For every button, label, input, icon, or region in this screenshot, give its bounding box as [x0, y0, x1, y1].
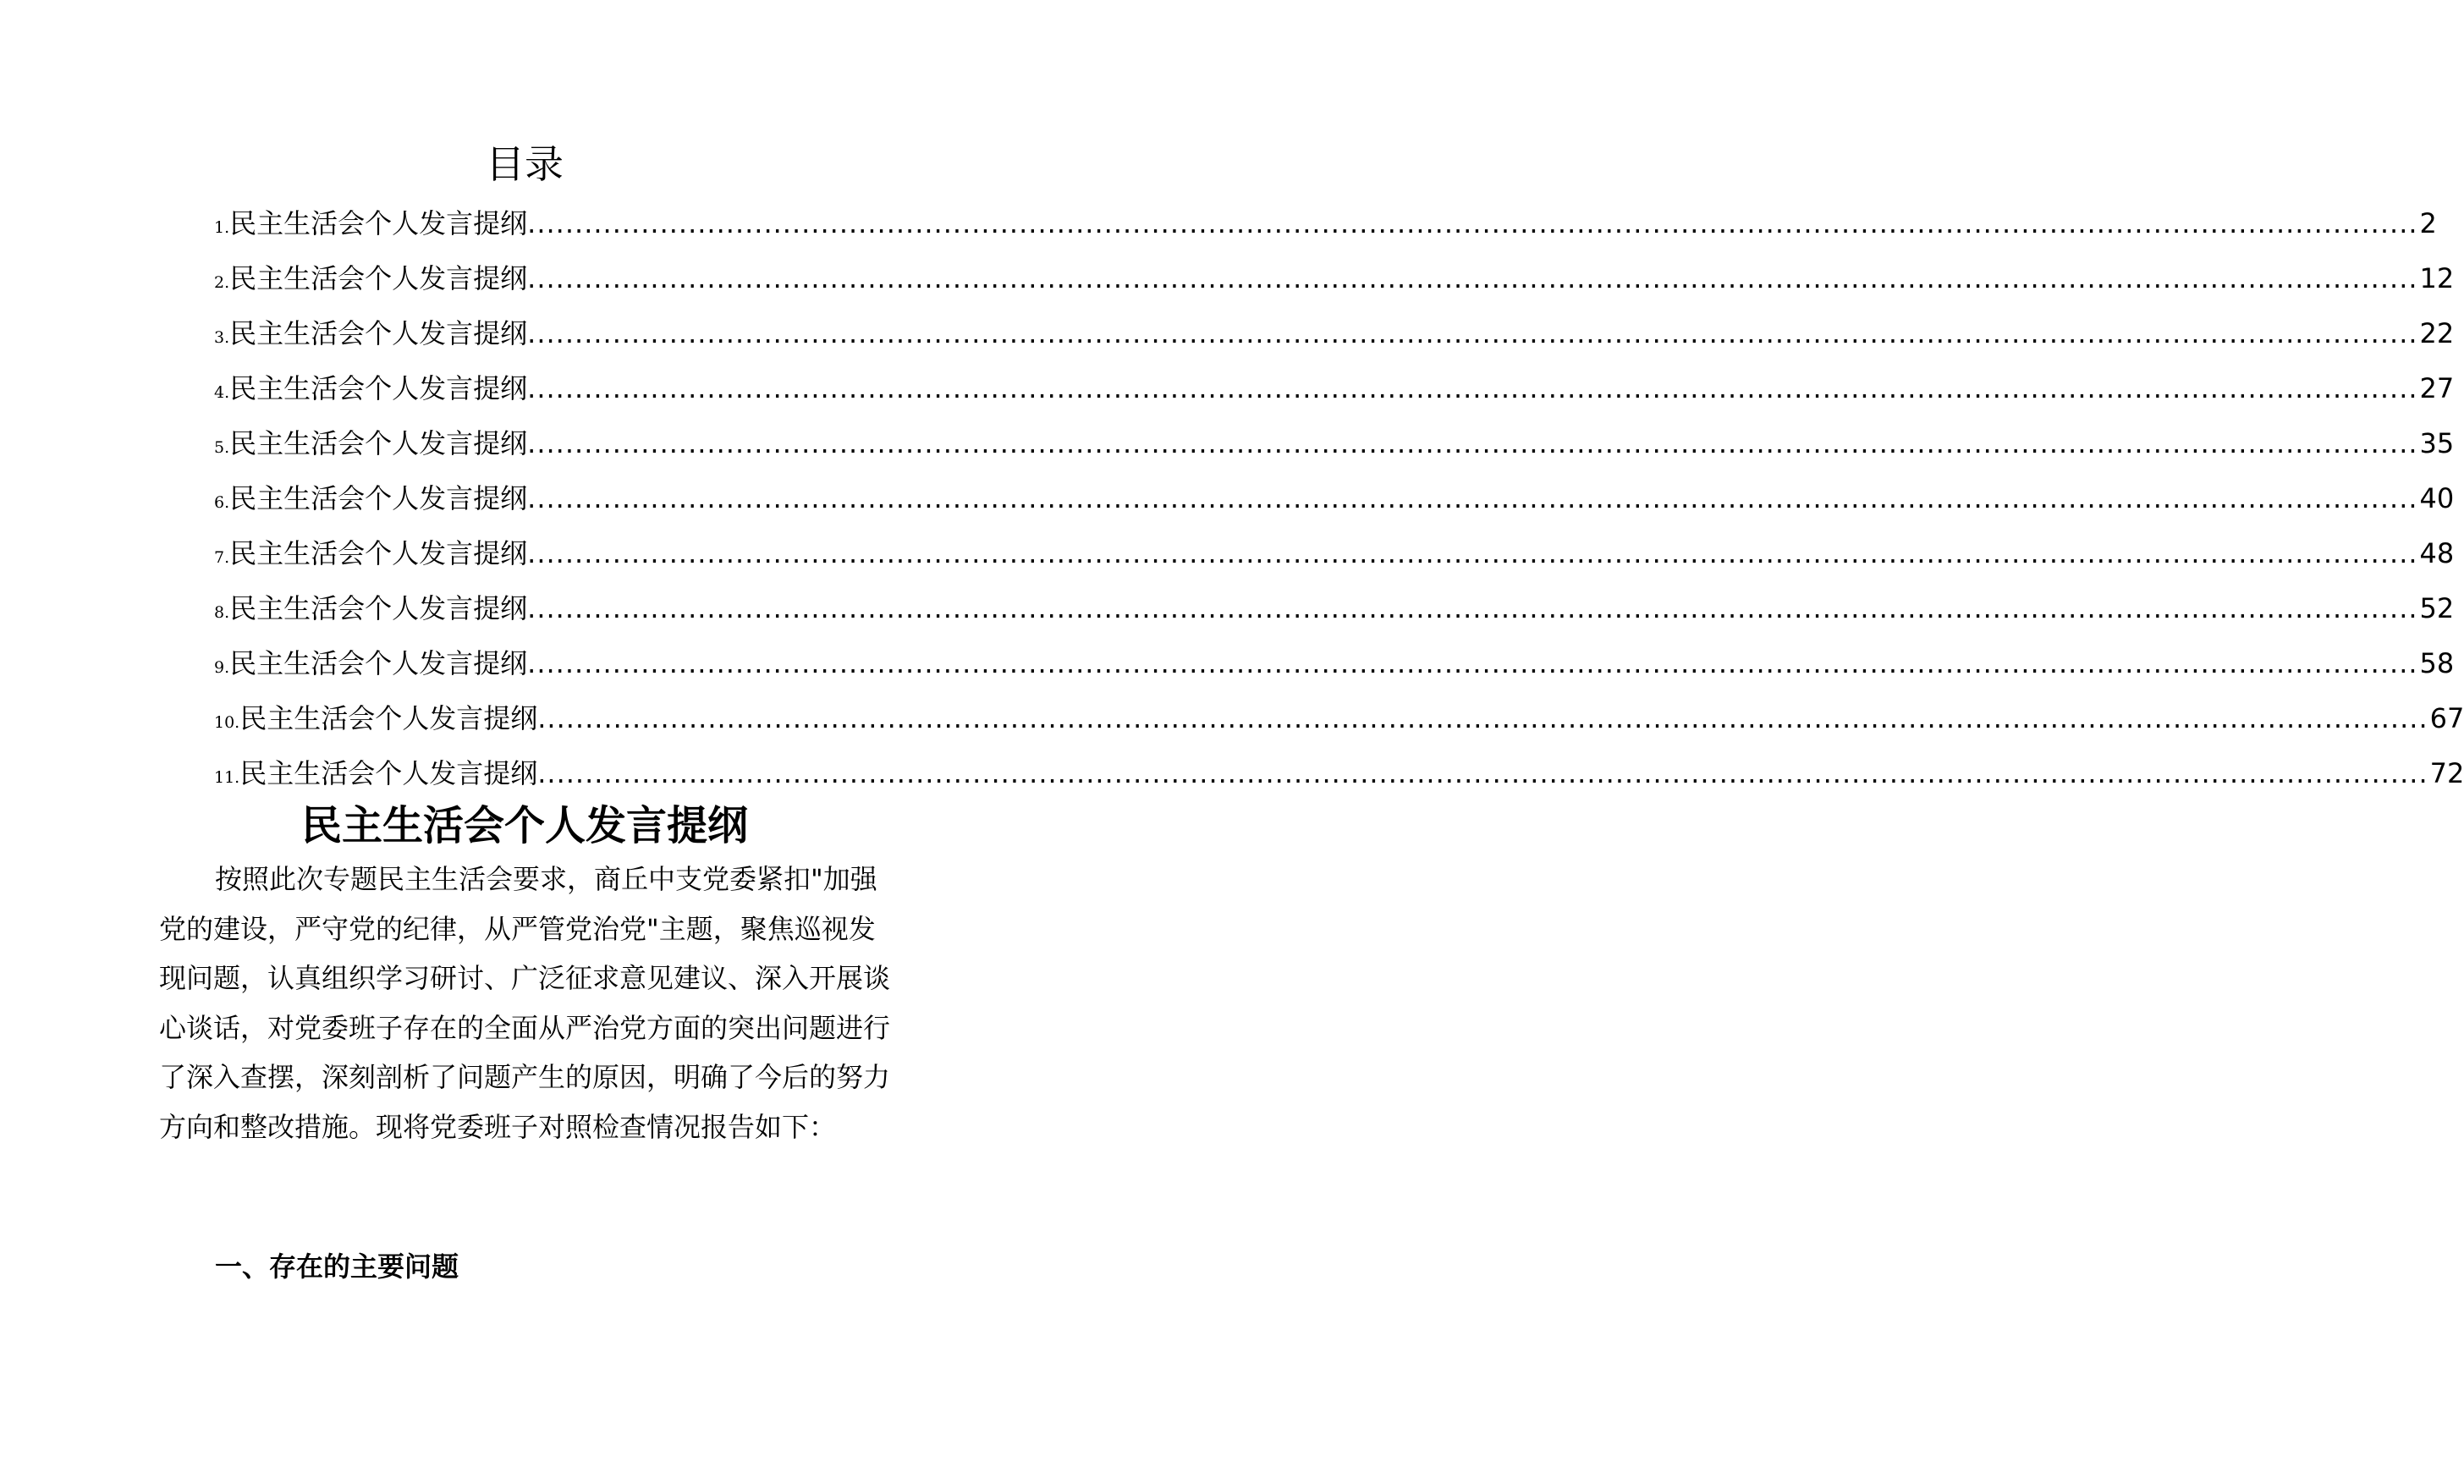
toc-entry-label: 民主生活会个人发言提纲: [229, 482, 528, 514]
toc-entry-page: 72: [2429, 757, 2464, 789]
toc-entry[interactable]: [214, 306, 2455, 361]
section-subheading: 一、存在的主要问题: [215, 1250, 459, 1283]
toc-entry-number: 8.: [214, 603, 230, 622]
toc-dot-leader: ........................................................................................................................................................................................................: [527, 482, 2418, 514]
toc-entry-label: 民主生活会个人发言提纲: [229, 207, 528, 239]
toc-entry[interactable]: [214, 581, 2455, 636]
toc-entry-label: 民主生活会个人发言提纲: [229, 592, 528, 624]
toc-entry[interactable]: [214, 526, 2455, 581]
toc-entry-label: 民主生活会个人发言提纲: [229, 262, 528, 294]
toc-entry-page: 52: [2419, 592, 2455, 624]
toc-entry-number: 4.: [214, 383, 230, 402]
toc-entry-label: 民主生活会个人发言提纲: [239, 702, 538, 734]
toc-entry[interactable]: [214, 471, 2455, 526]
toc-dot-leader: ........................................................................................................................................................................................................: [527, 317, 2418, 349]
toc-entry-label: 民主生活会个人发言提纲: [239, 757, 538, 789]
toc-dot-leader: ........................................................................................................................................................................................................: [527, 372, 2418, 404]
toc-entry-page: 35: [2419, 427, 2455, 459]
toc-entry[interactable]: [214, 416, 2455, 471]
toc-entry[interactable]: [214, 691, 2464, 746]
body-paragraph: 按照此次专题民主生活会要求，商丘中支党委紧扣"加强党的建设，严守党的纪律，从严管党治党"主题，聚焦巡视发现问题，认真组织学习研讨、广泛征求意见建议、深入开展谈心谈话，对党委班子存在的全面从严治党方面的突出问题进行了深入查摆，深刻剖析了问题产生的原因，明确了今后的努力方向和整改措施。现将党委班子对照检查情况报告如下：: [159, 863, 891, 1143]
toc-entry-number: 7.: [214, 548, 230, 567]
toc-list: [214, 196, 2464, 801]
toc-entry-page: 22: [2419, 317, 2455, 349]
toc-entry-number: 6.: [214, 493, 230, 512]
toc-entry-page: 40: [2419, 482, 2455, 514]
toc-entry[interactable]: [214, 196, 2437, 251]
toc-entry-label: 民主生活会个人发言提纲: [229, 427, 528, 459]
toc-entry-number: 10.: [214, 713, 240, 732]
toc-entry-number: 2.: [214, 273, 230, 292]
toc-entry-page: 2: [2419, 207, 2437, 239]
toc-entry-label: 民主生活会个人发言提纲: [229, 647, 528, 679]
toc-entry-number: 9.: [214, 658, 230, 677]
toc-entry-page: 12: [2419, 262, 2455, 294]
toc-entry[interactable]: [214, 746, 2464, 801]
toc-entry-number: 5.: [214, 438, 230, 457]
toc-entry-number: 3.: [214, 328, 230, 347]
toc-entry-label: 民主生活会个人发言提纲: [229, 537, 528, 569]
toc-dot-leader: ........................................................................................................................................................................................................: [537, 757, 2428, 789]
toc-dot-leader: ........................................................................................................................................................................................................: [527, 537, 2418, 569]
toc-entry-page: 67: [2429, 702, 2464, 734]
toc-dot-leader: ........................................................................................................................................................................................................: [527, 262, 2418, 294]
toc-entry-label: 民主生活会个人发言提纲: [229, 372, 528, 404]
toc-entry-number: 1.: [214, 218, 230, 237]
toc-entry-page: 27: [2419, 372, 2455, 404]
toc-entry-number: 11.: [214, 768, 240, 787]
toc-dot-leader: ........................................................................................................................................................................................................: [527, 207, 2418, 239]
section-title: 民主生活会个人发言提纲: [300, 802, 748, 849]
toc-entry[interactable]: [214, 636, 2455, 691]
toc-dot-leader: ........................................................................................................................................................................................................: [527, 592, 2418, 624]
toc-dot-leader: ........................................................................................................................................................................................................: [527, 427, 2418, 459]
toc-entry[interactable]: [214, 361, 2455, 416]
toc-entry-label: 民主生活会个人发言提纲: [229, 317, 528, 349]
toc-dot-leader: ........................................................................................................................................................................................................: [537, 702, 2428, 734]
toc-title: 目录: [486, 141, 564, 187]
toc-entry-page: 58: [2419, 647, 2455, 679]
toc-dot-leader: ........................................................................................................................................................................................................: [527, 647, 2418, 679]
toc-entry[interactable]: [214, 251, 2455, 306]
toc-entry-page: 48: [2419, 537, 2455, 569]
